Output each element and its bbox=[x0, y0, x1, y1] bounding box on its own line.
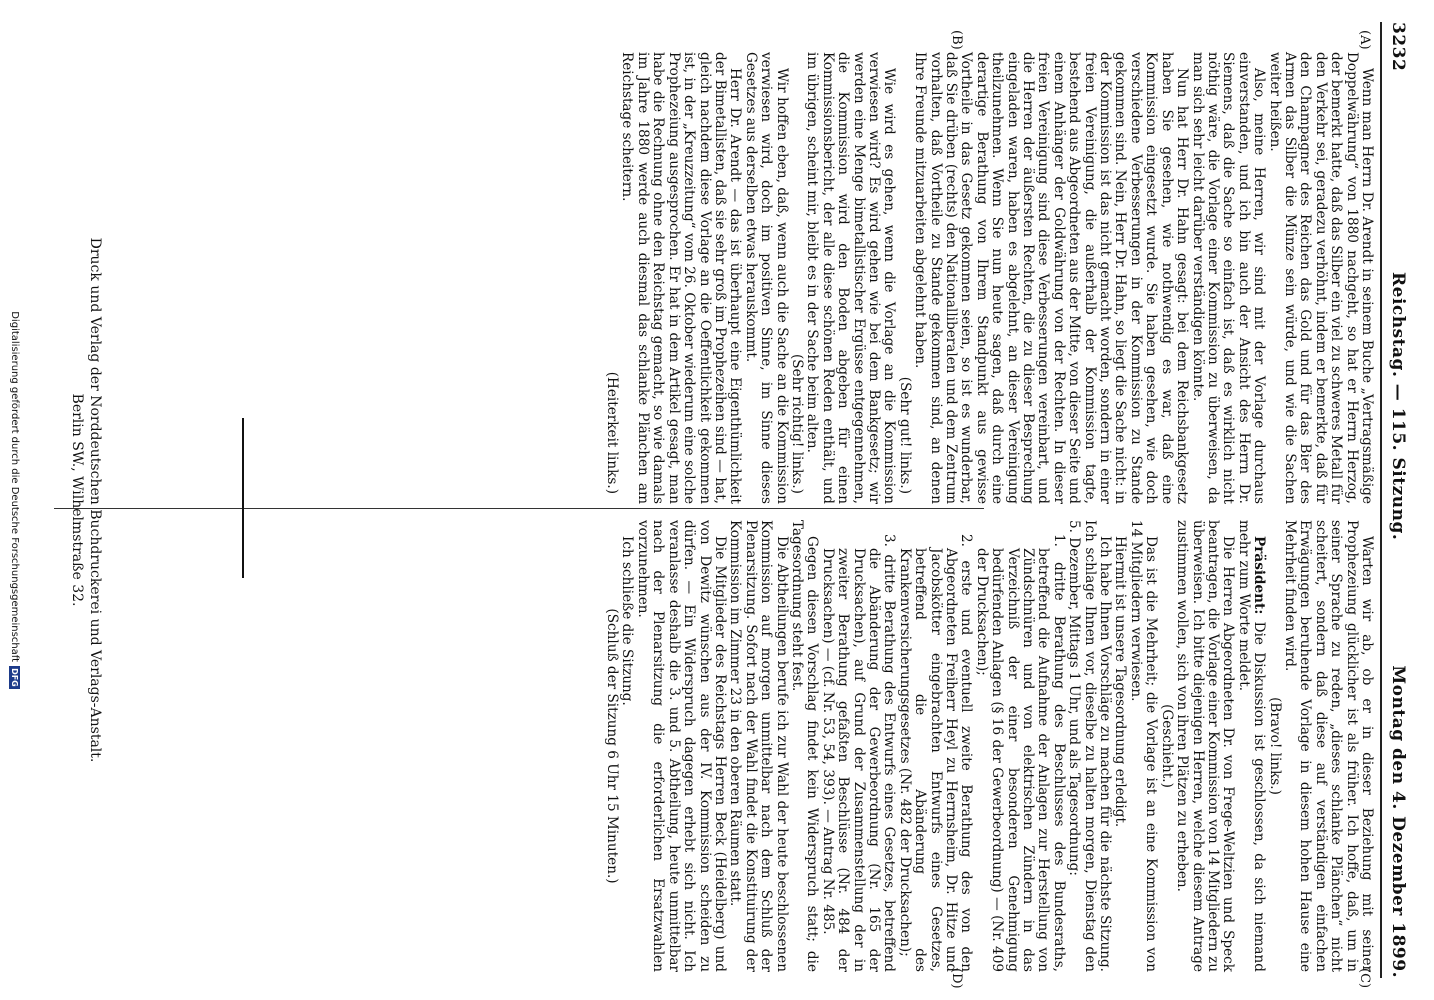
paragraph: Die Abtheilungen berufe ich zur Wahl der heute beschlossenen Kommission auf morgen unmittelbar nach dem Schluß der Plenarsitzung. Sofort nach der Wahl findet die Konstituirung der Kommission im Zimmer 23 in den oberen Räumen statt. bbox=[727, 520, 790, 972]
dfg-logo: DFG bbox=[10, 668, 19, 687]
imprint-line: Berlin SW., Wilhelmstraße 32. bbox=[69, 393, 85, 607]
imprint bbox=[68, 0, 104, 1000]
end-rule bbox=[242, 418, 244, 578]
stage-direction: (Sehr richtig! links.) bbox=[788, 353, 805, 494]
margin-marker-a: (A) bbox=[1357, 30, 1372, 50]
speaker-text: Die Diskussion ist geschlossen, da sich niemand mehr zum Worte meldet. bbox=[1235, 520, 1268, 972]
paragraph: Nun hat Herr Dr. Hahn gesagt: bei dem Reichsbankgesetz haben Sie gesehen, wie nothwendig es war, daß eine Kommission eingesetzt wurde. Sie haben gesehen, wie doch verschiedene Verbesserungen in der Kommission zu Stande gekommen sind. Nein, Herr Dr. Hahn, so liegt die Sache nicht: in der Kommission ist das nicht gemacht worden, sondern in einer freien Vereinigung, die außerhalb der Kommission tagte, bestehend aus Abgeordneten aus der Mitte, von dieser Seite und einem Anhänger der Goldwährung von der Rechten. In dieser freien Vereinigung sind diese Verbesserungen vereinbart, und die Herren der äußersten Rechten, die zu dieser Besprechung eingeladen waren, haben es abgelehnt, an dieser Vereinigung theilzunehmen. Wenn Sie nun heute sagen, daß durch eine derartige Berathung von Ihrem Standpunkt aus gewisse Vortheile in das Gesetz gekommen seien, so ist es wunderbar, daß Sie drüben (rechts) den Nationalliberalen und dem Zentrum vorhalten, daß Vortheile zu Stande gekommen sind, an denen Ihre Freunde mitzuarbeiten abgelehnt haben. bbox=[912, 52, 1191, 504]
agenda-item: 3. dritte Berathung des Entwurfs eines Gesetzes, betreffend die Abänderung der Gewerbeordnung (Nr. 165 der Drucksachen), auf Grund der Zusammenstellung der in zweiter Berathung gefaßten Beschlüsse (Nr. 484 der Drucksachen) — (cf. Nr. 53, 54, 393). — Antrag Nr. 485. bbox=[819, 534, 898, 972]
paragraph: Wir hoffen eben, daß, wenn auch die Sache an die Kommission verwiesen wird, doch im positiven Sinne, im Sinne dieses Gesetzes aus derselben etwas herauskommt. bbox=[742, 52, 790, 504]
right-column bbox=[604, 520, 1374, 972]
margin-marker-d: (D) bbox=[949, 968, 964, 989]
imprint-line: Druck und Verlag der Norddeutschen Buchdruckerei und Verlags-Anstalt. bbox=[87, 237, 103, 763]
paragraph: Ich habe Ihnen Vorschläge zu machen für die nächste Sitzung. Ich schlage Ihnen vor, dieselbe zu halten morgen, Dienstag den 5. Dezember, Mittags 1 Uhr, und als Tagesordnung: bbox=[1066, 520, 1114, 972]
margin-marker-b: (B) bbox=[949, 30, 964, 50]
stage-direction: (Schluß der Sitzung 6 Uhr 15 Minuten.) bbox=[604, 608, 621, 884]
page-header bbox=[1380, 22, 1408, 978]
agenda-item: 2. erste und eventuell zweite Berathung des von den Abgeordneten Freiherr Heyl zu Herrnsheim, Dr. Hitze und Jacobskötter eingebrachten Entwurfs eines Gesetzes, betreffend die Abänderung des Krankenversicherungsgesetzes (Nr. 482 der Drucksachen); bbox=[896, 534, 975, 972]
paragraph: Also, meine Herren, wir sind mit der Vorlage durchaus einverstanden, und ich bin auch der Ansicht des Herrn Dr. Siemens, daß die Sache so einfach ist, daß es wirklich nicht nöthig wäre, die Vorlage einer Kommission zu überweisen, da man sich sehr leicht darüber verständigen könnte. bbox=[1189, 52, 1268, 504]
paragraph: Wie wird es gehen, wenn die Vorlage an die Kommission verwiesen wird? Es wird gehen wie bei dem Bankgesetz; wir werden eine Menge bimetallistischer Ergüsse entgegennehmen, die Kommission wird den Boden abgeben für einen Kommissionsbericht, der alle diese schönen Reden enthält, und im übrigen, scheint mir, bleibt es in der Sache beim alten. bbox=[804, 52, 898, 504]
paragraph: Herr Dr. Arendt — das ist überhaupt eine Eigenthümlichkeit der Bimetallisten, daß sie sehr groß im Prophezeihen sind — hat, gleich nachdem diese Vorlage an die Oeffentlichkeit gekommen ist, in der „Kreuzzeitung“ vom 26. Oktober wiederum eine solche Prophezeiung ausgesprochen. Er hat in dem Artikel gesagt, man habe die Rechnung ohne den Reichstag gemacht, so wie damals im Jahre 1880 werde auch diesmal das schlanke Plänchen am Reichstage scheitern. bbox=[619, 52, 744, 504]
margin-marker-c: (C) bbox=[1357, 968, 1372, 989]
column-divider bbox=[54, 508, 984, 509]
stage-direction: (Geschieht.) bbox=[1158, 704, 1175, 788]
page-number: 3232 bbox=[1388, 22, 1408, 72]
stage-direction: (Heiterkeit links.) bbox=[604, 371, 621, 494]
session-date: Montag den 4. Dezember 1899. bbox=[1388, 665, 1408, 978]
left-column bbox=[604, 52, 1374, 504]
paragraph bbox=[1235, 520, 1266, 972]
digitization-text: Digitalisierung gefördert durch die Deutsche Forschungsgemeinschaft bbox=[9, 311, 20, 663]
agenda-item: 1. dritte Berathung des Beschlusses des Bundesraths, betreffend die Aufnahme der Anlagen zur Herstellung von Zündschnüren und von elektrischen Zündern in das Verzeichniß der einer besonderen Genehmigung bedürfenden Anlagen (§ 16 der Gewerbeordnung) — (Nr. 409 der Drucksachen); bbox=[973, 534, 1067, 972]
digitization-note bbox=[9, 0, 20, 1000]
paragraph: Ich schließe die Sitzung. bbox=[619, 536, 636, 706]
stage-direction: (Bravo! links.) bbox=[1266, 697, 1283, 795]
paragraph: Hiermit ist unsere Tagesordnung erledigt. bbox=[1112, 536, 1129, 828]
paragraph: Gegen diesen Vorschlag findet kein Widerspruch statt; die Tagesordnung steht fest. bbox=[788, 520, 821, 972]
speaker-label: Präsident: bbox=[1251, 536, 1268, 615]
paragraph: Warten wir ab, ob er in dieser Beziehung mit seiner Prophezeiung glücklicher ist als früher. Ich hoffe, daß, um in seiner Sprache zu reden, „dieses schlanke Plänchen“ nicht scheitert, sondern daß diese auf verständigen einfachen Erwägungen beruhende Vorlage in diesem hohen Hause eine Mehrheit finden wird. bbox=[1281, 520, 1375, 972]
paragraph: Die Herren Abgeordneten Dr. von Frege-Weltzien und Speck beantragen, die Vorlage einer Kommission von 14 Mitgliedern zu überweisen. Ich bitte diejenigen Herren, welche diesem Antrage zustimmen wollen, sich von ihren Plätzen zu erheben. bbox=[1174, 520, 1237, 972]
stage-direction: (Sehr gut! links.) bbox=[896, 376, 913, 494]
session-title: Reichstag. — 115. Sitzung. bbox=[1388, 272, 1408, 541]
paragraph: Das ist die Mehrheit; die Vorlage ist an eine Kommission von 14 Mitgliedern verwiesen. bbox=[1127, 520, 1160, 972]
paragraph: Wenn man Herrn Dr. Arendt in seinem Buche „Vertragsmäßige Doppelwährung“ von 1880 nachgeht, so hat er Herrn Herzog, der bemerkt hatte, daß das Silber ein viel zu schweres Metall für den Verkehr sei, geradezu verhöhnt, indem er bemerkte, daß für den Champagner des Reichen das Gold und für das Bier des Armen das Silber die Münze sein würde, und wie die Sachen weiter heißen. bbox=[1266, 52, 1375, 504]
paragraph: Die Mitglieder des Reichstags Herren Beck (Heidelberg) und von Dewitz wünschen aus der IV. Kommission scheiden zu dürfen. — Ein Widerspruch dagegen erhebt sich nicht. Ich veranlasse deshalb die 3. und 5. Abtheilung, heute unmittelbar nach der Plenarsitzung die erforderlichen Ersatzwahlen vorzunehmen. bbox=[634, 520, 728, 972]
